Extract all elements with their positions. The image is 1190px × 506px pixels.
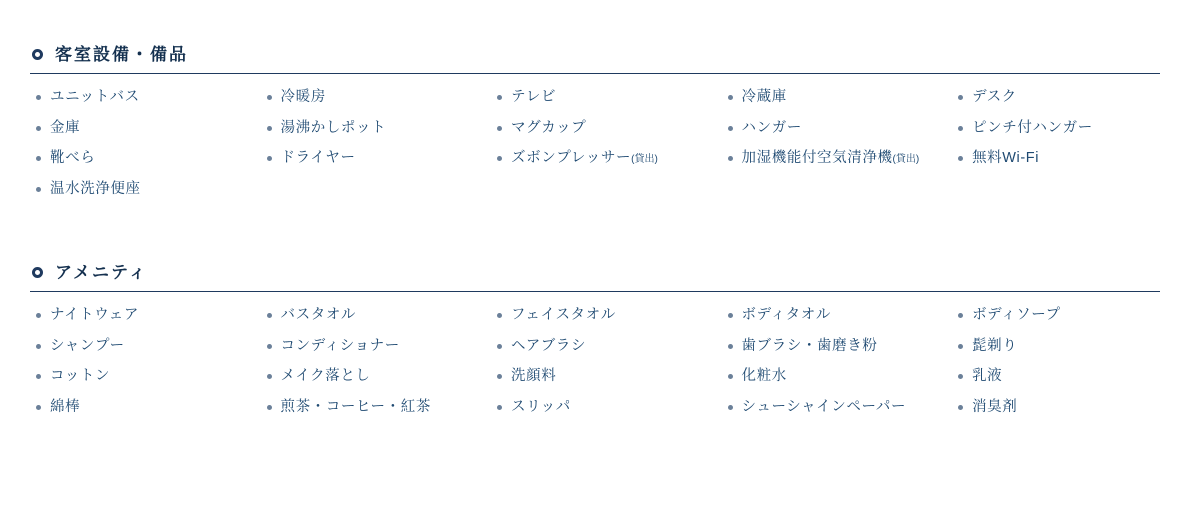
list-item-label: 湯沸かしポット: [280, 119, 387, 136]
list-item: [267, 308, 486, 323]
section-columns: [30, 292, 1160, 430]
list-item: [497, 121, 716, 136]
list-item: [958, 308, 1177, 323]
list-item: [728, 369, 947, 384]
list-item: [728, 308, 947, 323]
list-item-label: 温水洗浄便座: [50, 180, 141, 197]
list-column: [261, 308, 492, 430]
list-item-note: (貸出): [631, 154, 658, 165]
list-column: [722, 90, 953, 212]
list-item-label: 冷暖房: [280, 89, 326, 105]
list-item: [36, 308, 255, 323]
list-item-label: コットン: [50, 368, 111, 384]
list-item-label: 歯ブラシ・歯磨き粉: [741, 337, 878, 354]
section-header: [30, 264, 1160, 292]
list-column: [30, 308, 261, 430]
list-item: [958, 90, 1177, 105]
list-item: [958, 121, 1177, 136]
list-item: [958, 151, 1177, 166]
list-item: [267, 369, 486, 384]
list-item-label: 冷蔵庫: [741, 89, 787, 105]
section-header: [30, 46, 1160, 74]
list-item: [267, 400, 486, 415]
list-item: [36, 90, 255, 105]
list-item-label: マグカップ: [511, 119, 587, 136]
list-item: [497, 308, 716, 323]
list-item: [36, 400, 255, 415]
list-item: [497, 339, 716, 354]
list-item-label: メイク落とし: [280, 368, 371, 384]
list-column: [952, 308, 1183, 430]
list-item-label: コンディショナー: [280, 337, 400, 354]
section-room-equipment: [30, 0, 1160, 212]
list-column: [491, 90, 722, 212]
list-item-label: ハンガー: [741, 119, 802, 136]
list-item: [728, 339, 947, 354]
list-item: [497, 151, 716, 166]
list-item-label: 煎茶・コーヒー・紅茶: [280, 398, 431, 415]
list-column: [261, 90, 492, 212]
list-item-label: シューシャインペーパー: [741, 398, 907, 415]
list-item: [958, 400, 1177, 415]
list-item-label: ヘアブラシ: [511, 337, 587, 354]
list-item-label: 加湿機能付空気清浄機: [741, 150, 893, 166]
section-title: 客室設備・備品: [55, 45, 188, 64]
list-item-label: ユニットバス: [50, 89, 140, 105]
list-item-label: 無料Wi-Fi: [972, 150, 1040, 166]
list-item: [728, 400, 947, 415]
circle-bullet-icon: [32, 49, 43, 60]
list-item: [958, 339, 1177, 354]
list-item: [497, 90, 716, 105]
list-column: [952, 90, 1183, 212]
list-item-label: デスク: [972, 89, 1017, 105]
list-item-label: 消臭剤: [972, 398, 1018, 415]
list-item-label: シャンプー: [50, 337, 125, 354]
list-item-label: ズボンプレッサー: [511, 150, 632, 166]
list-item-label: フェイスタオル: [511, 307, 616, 323]
list-item: [497, 369, 716, 384]
list-item-label: テレビ: [511, 89, 557, 105]
list-item: [728, 90, 947, 105]
list-item: [267, 121, 486, 136]
list-column: [722, 308, 953, 430]
list-item-label: ナイトウェア: [50, 307, 140, 323]
list-item-label: 金庫: [50, 119, 81, 136]
list-item: [267, 151, 486, 166]
list-column: [30, 90, 261, 212]
list-item: [36, 121, 255, 136]
section-amenities: [30, 212, 1160, 430]
circle-bullet-icon: [32, 267, 43, 278]
list-item: [267, 90, 486, 105]
list-item: [36, 151, 255, 166]
list-item: [958, 369, 1177, 384]
list-item-label: 化粧水: [741, 368, 787, 384]
list-item: [728, 151, 947, 166]
list-item-note: (貸出): [892, 154, 920, 165]
list-item: [36, 369, 255, 384]
list-item: [267, 339, 486, 354]
list-item-label: ボディタオル: [741, 307, 831, 323]
list-item: [36, 339, 255, 354]
list-item-label: スリッパ: [511, 398, 571, 415]
list-item-label: 乳液: [972, 368, 1003, 384]
list-item-label: ドライヤー: [280, 150, 356, 166]
list-item-label: 綿棒: [50, 398, 81, 415]
list-item: [36, 182, 255, 197]
list-item-label: バスタオル: [280, 307, 357, 323]
list-item-label: 靴べら: [50, 150, 96, 166]
list-item-label: 洗顔料: [511, 368, 557, 384]
list-item-label: ボディソープ: [972, 307, 1061, 323]
section-title: アメニティ: [55, 263, 148, 282]
list-item-label: 髭剃り: [972, 337, 1018, 354]
list-column: [491, 308, 722, 430]
section-columns: [30, 74, 1160, 212]
list-item-label: ピンチ付ハンガー: [972, 119, 1093, 136]
list-item: [497, 400, 716, 415]
list-item: [728, 121, 947, 136]
